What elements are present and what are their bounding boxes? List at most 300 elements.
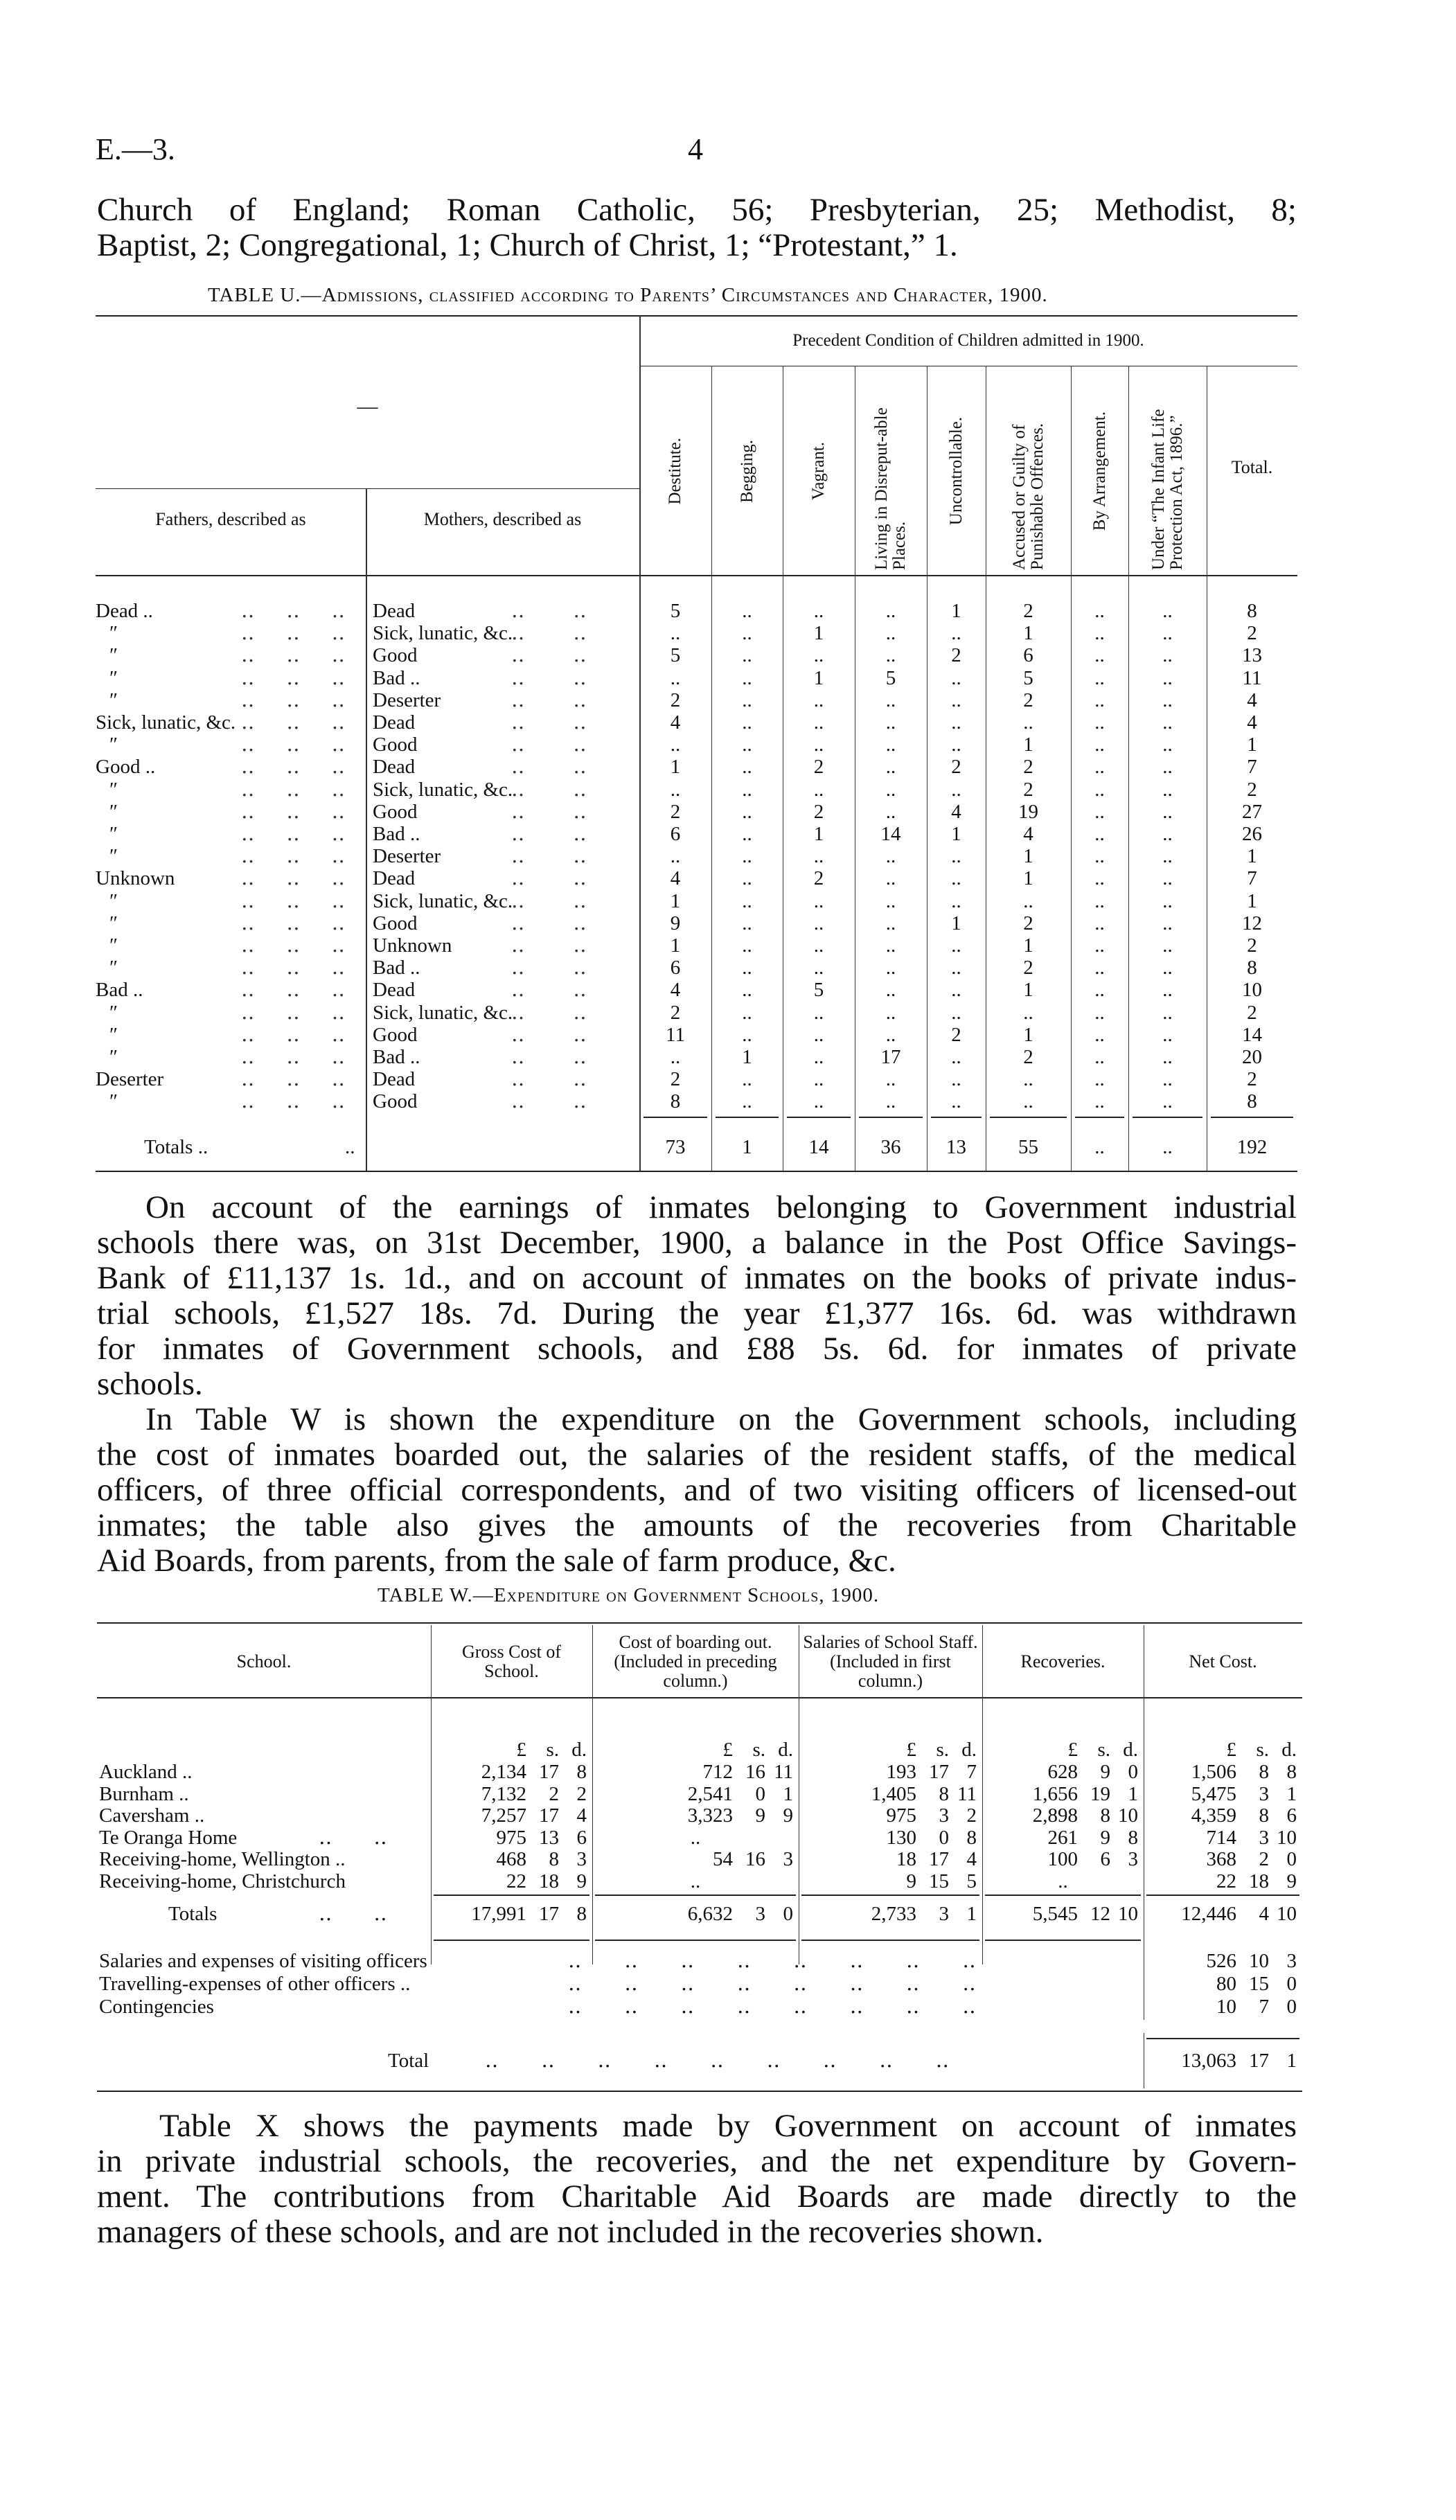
total-cell: 11 [1242,666,1262,689]
value-cell: .. [813,957,824,979]
value-cell: .. [1094,689,1105,711]
school-name: Caversham .. [99,1804,205,1827]
value-cell: .. [1094,1068,1105,1091]
dot-leader: ‥‥‥ [241,867,378,890]
value-cell: .. [742,644,752,667]
pence-value: 0 [783,1903,793,1925]
pence-value: 8 [1128,1826,1138,1849]
father-label: ″ [109,800,118,823]
paragraph-line: officers, of three official correspondents, and of two visiting officers of licensed-out [97,1472,1297,1508]
value-cell: .. [1094,845,1105,868]
father-label: ″ [109,734,118,756]
mother-cell: Dead [373,979,416,1002]
column-header-label: Under “The Infant Life Protection Act, 1896.” [1148,408,1186,570]
value-cell: .. [1094,666,1105,689]
value-cell: .. [813,778,824,801]
school-name: Receiving-home, Christchurch [99,1870,346,1892]
table-row [96,644,1297,666]
shillings-value: 17 [539,1761,559,1783]
column-header-label: School. [236,1651,292,1671]
value-cell: 1 [742,1136,752,1158]
column-header [982,1628,1144,1696]
pence-value: 1 [966,1903,977,1925]
value-cell: 5 [670,600,681,622]
empty-value: .. [1058,1870,1068,1892]
dot-leader: ‥‥ [511,889,635,912]
value-cell: .. [1162,778,1173,801]
school-name: Burnham .. [99,1782,189,1805]
value-cell: 2 [813,800,824,823]
shillings-value: 15 [1249,1973,1269,1995]
savings-paragraph [97,1190,1297,1402]
father-label: ″ [109,934,118,957]
dot-leader: ‥‥‥‥‥‥‥‥ [568,1996,1019,2018]
value-cell: 19 [1018,800,1038,823]
paragraph-line: On account of the earnings of inmates belonging to Government industrial [145,1189,1297,1225]
shillings-value: 9 [755,1804,765,1827]
value-cell: .. [1023,1090,1033,1113]
value-cell: 1 [1023,734,1033,756]
value-cell: 1 [670,889,681,912]
totals-rule [716,1117,779,1118]
mother-cell: Bad .. [373,1046,420,1068]
value-cell: .. [1162,823,1173,845]
page-number: 4 [688,132,703,166]
dot-leader: ‥‥ [511,800,635,823]
table-row [96,934,1297,957]
dot-leader: ‥‥‥ [241,845,378,868]
value-cell: .. [742,600,752,622]
totals-label: Totals [168,1903,217,1925]
dot-leader: ‥‥ [511,644,635,667]
value-cell: .. [1162,1001,1173,1024]
school-name: Receiving-home, Wellington .. [99,1848,346,1870]
shillings-value: 0 [755,1782,765,1805]
totals-rule [595,1895,796,1896]
shillings-value: 13 [539,1826,559,1849]
value-cell: .. [813,889,824,912]
dot-leader: ‥‥ [511,1068,635,1091]
value-cell: .. [885,800,896,823]
totals-rule [985,1940,1141,1941]
value-cell: .. [742,622,752,645]
pounds-value: 100 [1047,1848,1078,1870]
paragraph-line: Aid Boards, from parents, from the sale of farm produce, &c. [97,1543,896,1579]
column-header-label: Cost of boarding out. (Included in preceding column.) [614,1632,777,1691]
shillings-value: 9 [1100,1761,1110,1783]
value-cell: .. [1162,1090,1173,1113]
table-row [96,823,1297,845]
father-label: ″ [109,1046,118,1068]
total-cell: 1 [1247,845,1257,868]
mother-cell: Dead [373,867,416,890]
value-cell: 5 [1023,666,1033,689]
value-cell: .. [1162,734,1173,756]
value-cell: 4 [670,711,681,734]
pounds-value: 18 [896,1848,916,1870]
pounds-value: 526 [1206,1950,1236,1972]
mother-cell: Bad .. [373,957,420,979]
father-label: Deserter [96,1068,164,1091]
value-cell: .. [1162,1068,1173,1091]
pence-value: 10 [1118,1804,1138,1827]
value-cell: .. [951,867,961,890]
pounds-value: 712 [702,1761,733,1783]
table-row [96,734,1297,756]
dot-leader: ‥‥ [511,711,635,734]
value-cell: 14 [808,1136,829,1158]
paragraph-line: the cost of inmates boarded out, the salaries of the resident staffs, of the medical [97,1437,1297,1473]
pence-value: 1 [783,1782,793,1805]
value-cell: .. [742,823,752,845]
header-fathers: Fathers, described as [155,509,306,529]
pence-value: 6 [1286,1804,1297,1827]
pound-unit: £ [906,1739,916,1761]
value-cell: .. [742,934,752,957]
mother-cell: Dead [373,600,416,622]
value-cell: .. [670,734,681,756]
pence-value: 9 [576,1870,587,1892]
father-label: ″ [109,644,118,667]
total-cell: 7 [1247,867,1257,890]
shillings-value: 3 [1259,1826,1269,1849]
mother-cell: Good [373,912,418,934]
column-header [639,371,711,571]
pence-value: 1 [1286,1782,1297,1805]
father-label: ″ [109,823,118,845]
value-cell: .. [885,1090,896,1113]
total-cell: 27 [1242,800,1262,823]
shillings-value: 12 [1090,1903,1110,1925]
value-cell: .. [742,1068,752,1091]
value-cell: .. [885,778,896,801]
value-cell: .. [885,756,896,779]
pence-value: 10 [1118,1903,1138,1925]
value-cell: .. [1023,1001,1033,1024]
value-cell: .. [885,957,896,979]
totals-rule [1133,1117,1202,1118]
shillings-value: 18 [1249,1870,1269,1892]
pounds-value: 1,506 [1191,1761,1236,1783]
shillings-value: 8 [939,1782,949,1805]
value-cell: .. [1094,1023,1105,1046]
value-cell: 5 [670,644,681,667]
table-u-caption [208,284,1048,307]
pence-value: 1 [1286,2050,1297,2072]
mother-cell: Good [373,644,418,667]
value-cell: .. [742,1001,752,1024]
paragraph-line: Table X shows the payments made by Government on account of inmates [159,2108,1297,2144]
pence-value: 2 [576,1782,587,1805]
table-u-side-rule [96,488,639,489]
value-cell: 14 [880,823,901,845]
mother-cell: .. [345,1136,355,1158]
value-cell: .. [1094,889,1105,912]
pounds-value: 10 [1216,1996,1236,2018]
expense-label: Contingencies [99,1996,214,2018]
total-cell: 2 [1247,1001,1257,1024]
value-cell: .. [813,689,824,711]
pounds-value: 22 [1216,1870,1236,1892]
dot-leader: ‥‥‥ [241,778,378,801]
column-header-label: Recoveries. [1020,1651,1106,1671]
table-row [96,622,1297,644]
pounds-value: 3,323 [687,1804,733,1827]
totals-rule [990,1117,1067,1118]
mother-cell: Good [373,800,418,823]
pence-value: 10 [1277,1903,1297,1925]
dot-leader: ‥‥ [511,689,635,711]
value-cell: .. [742,711,752,734]
dot-leader: ‥‥ [319,1826,429,1849]
dot-leader: ‥‥ [511,867,635,890]
value-cell: 1 [742,1046,752,1068]
value-cell: .. [742,957,752,979]
value-cell: 1 [1023,1023,1033,1046]
shillings-value: 0 [939,1826,949,1849]
totals-row [0,1904,1456,1925]
value-cell: 4 [951,800,961,823]
pounds-value: 7,257 [481,1804,526,1827]
dot-leader: ‥‥ [511,934,635,957]
empty-value: .. [690,1870,701,1892]
father-label: ″ [109,622,118,645]
pence-value: 7 [966,1761,977,1783]
paragraph-line: Baptist, 2; Congregational, 1; Church of Christ, 1; “Protestant,” 1. [97,227,958,263]
pounds-value: 13,063 [1181,2050,1236,2072]
father-label: Sick, lunatic, &c. [96,711,236,734]
value-cell: .. [951,666,961,689]
paragraph-line: schools. [97,1366,203,1402]
value-cell: .. [885,845,896,868]
pence-value: 0 [1128,1761,1138,1783]
father-label: ″ [109,1023,118,1046]
mother-cell: Dead [373,711,416,734]
value-cell: .. [885,912,896,934]
dot-leader: ‥‥‥ [241,734,378,756]
total-cell: 1 [1247,734,1257,756]
table-row [96,979,1297,1001]
pound-unit: £ [516,1739,526,1761]
value-cell: 11 [666,1023,685,1046]
value-cell: .. [742,756,752,779]
value-cell: .. [742,734,752,756]
dot-leader: ‥‥‥ [241,957,378,979]
paragraph-line: trial schools, £1,527 18s. 7d. During the year £1,377 16s. 6d. was withdrawn [97,1295,1297,1331]
pounds-value: 468 [496,1848,526,1870]
value-cell: .. [670,622,681,645]
column-header [431,1628,592,1696]
shilling-unit: s. [936,1739,949,1761]
totals-rule [801,1940,979,1941]
value-cell: .. [885,979,896,1002]
pounds-value: 714 [1206,1826,1236,1849]
pounds-value: 5,545 [1032,1903,1078,1925]
column-header [1071,371,1128,571]
units-row [0,1739,1456,1761]
pounds-value: 2,898 [1032,1804,1078,1827]
table-row [96,1046,1297,1068]
paragraph-line: schools there was, on 31st December, 1900, a balance in the Post Office Savings- [97,1225,1297,1261]
expense-label: Travelling-expenses of other officers .. [99,1973,411,1995]
value-cell: .. [1023,889,1033,912]
value-cell: 1 [813,622,824,645]
value-cell: 1 [951,600,961,622]
paragraph-line: in private industrial schools, the recoveries, and the net expenditure by Govern- [97,2143,1297,2179]
value-cell: 1 [1023,845,1033,868]
table-row [96,957,1297,979]
table-row [96,1024,1297,1046]
table-row [96,845,1297,867]
pence-value: 1 [1128,1782,1138,1805]
paragraph-line: for inmates of Government schools, and £88 5s. 6d. for inmates of private [97,1331,1297,1367]
value-cell: 1 [670,934,681,957]
extra-expense-row [0,1996,1456,2018]
document-reference: E.—3. [96,132,175,166]
value-cell: .. [742,1090,752,1113]
pence-value: 0 [1286,1996,1297,2018]
value-cell: 1 [670,756,681,779]
totals-rule [801,1895,979,1896]
pence-value: 3 [783,1848,793,1870]
column-header [783,371,855,571]
value-cell: .. [1094,756,1105,779]
value-cell: .. [813,734,824,756]
column-header-label: Destitute. [666,437,684,505]
total-cell: 8 [1247,957,1257,979]
mother-cell: Sick, lunatic, &c. [373,622,513,645]
father-label: Totals .. [144,1136,208,1158]
paragraph-line: Church of England; Roman Catholic, 56; Presbyterian, 25; Methodist, 8; [97,192,1297,228]
value-cell: .. [885,1068,896,1091]
total-cell: 8 [1247,1090,1257,1113]
extra-expense-row [0,1951,1456,1972]
total-cell: 26 [1242,823,1262,845]
dot-leader: ‥‥‥ [241,934,378,957]
pounds-value: 22 [506,1870,526,1892]
mother-cell: Sick, lunatic, &c. [373,889,513,912]
value-cell: 2 [813,756,824,779]
dot-leader: ‥‥‥‥‥‥‥‥ [568,1973,1019,1995]
shillings-value: 3 [939,1804,949,1827]
dot-leader: ‥‥‥ [241,1046,378,1068]
mother-cell: Sick, lunatic, &c. [373,1001,513,1024]
value-cell: .. [1094,1001,1105,1024]
value-cell: .. [1094,1136,1105,1158]
value-cell: 6 [670,823,681,845]
table-row [96,1002,1297,1024]
value-cell: .. [1094,622,1105,645]
pounds-value: 5,475 [1191,1782,1236,1805]
pounds-value: 628 [1047,1761,1078,1783]
value-cell: .. [1162,644,1173,667]
value-cell: .. [1162,1023,1173,1046]
value-cell: 2 [1023,756,1033,779]
table-w-caption-prefix: TABLE W.— [378,1584,494,1606]
value-cell: .. [742,800,752,823]
value-cell: .. [951,979,961,1002]
mother-cell: Unknown [373,934,452,957]
column-header [97,1628,431,1696]
totals-rule [985,1895,1141,1896]
table-row [96,711,1297,734]
table-w-caption [378,1584,879,1607]
totals-rule [787,1117,851,1118]
value-cell: .. [951,778,961,801]
mother-cell: Dead [373,1068,416,1091]
dot-leader: ‥‥‥ [241,1068,378,1091]
table-row [0,1762,1456,1783]
shillings-value: 16 [745,1761,765,1783]
empty-value: .. [690,1826,701,1849]
value-cell: .. [885,734,896,756]
value-cell: .. [1094,600,1105,622]
column-header-label: By Arrangement. [1090,411,1109,531]
value-cell: .. [1162,979,1173,1002]
value-cell: 1 [813,666,824,689]
dot-leader: ‥‥‥ [241,1001,378,1024]
value-cell: 5 [813,979,824,1002]
value-cell: .. [1162,889,1173,912]
pounds-value: 4,359 [1191,1804,1236,1827]
value-cell: .. [1094,778,1105,801]
value-cell: 1 [1023,979,1033,1002]
table-w-header-rule [97,1697,1302,1698]
shillings-value: 9 [1100,1826,1110,1849]
table-row [96,890,1297,912]
column-header-label: Accused or Guilty of Punishable Offences. [1009,423,1047,570]
pence-value: 8 [576,1761,587,1783]
value-cell: .. [1023,711,1033,734]
dot-leader: ‥‥ [511,1090,635,1113]
totals-rule [595,1940,796,1941]
mother-cell: Bad .. [373,823,420,845]
shillings-value: 8 [549,1848,559,1870]
value-cell: .. [1162,1046,1173,1068]
value-cell: .. [670,778,681,801]
total-cell: 20 [1242,1046,1262,1068]
dot-leader: ‥‥ [511,734,635,756]
paragraph-line: managers of these schools, and are not included in the recoveries shown. [97,2214,1044,2250]
column-header-label: Gross Cost of School. [461,1642,561,1681]
value-cell: 2 [813,867,824,890]
column-header-label: Living in Disreput-able Places. [872,407,909,570]
father-label: ″ [109,845,118,868]
value-cell: 36 [880,1136,901,1158]
table-row [96,600,1297,622]
dot-leader: ‥‥ [511,756,635,779]
pound-unit: £ [1067,1739,1078,1761]
value-cell: .. [1094,734,1105,756]
pence-unit: d. [778,1739,793,1761]
value-cell: .. [813,845,824,868]
total-cell: 192 [1236,1136,1268,1158]
totals-rule [1211,1117,1293,1118]
dot-leader: ‥‥‥ [241,756,378,779]
value-cell: .. [670,1046,681,1068]
table-row [96,1090,1297,1112]
shillings-value: 2 [549,1782,559,1805]
pence-value: 4 [966,1848,977,1870]
shillings-value: 17 [929,1761,949,1783]
value-cell: .. [1162,666,1173,689]
table-w-bottom-rule [97,2091,1302,2092]
mother-cell: Bad .. [373,666,420,689]
dot-leader: ‥‥‥ [241,1023,378,1046]
shillings-value: 17 [539,1804,559,1827]
pence-value: 8 [1286,1761,1297,1783]
shillings-value: 16 [745,1848,765,1870]
